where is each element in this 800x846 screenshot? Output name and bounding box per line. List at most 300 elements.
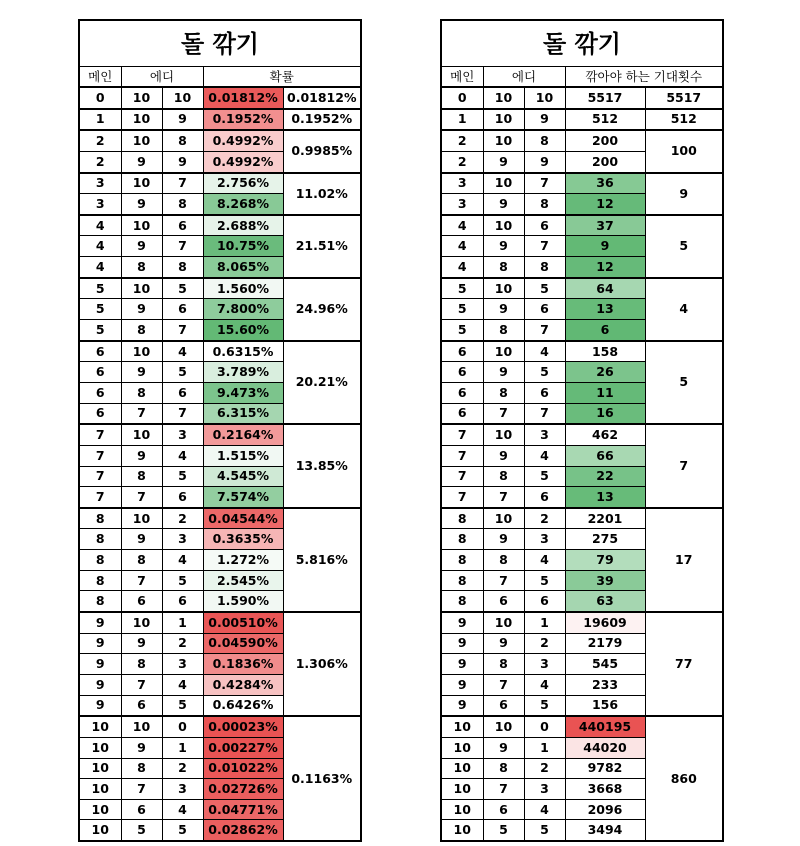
header-edi: 에디 (121, 67, 203, 88)
cell-edi-b: 4 (162, 674, 203, 695)
cell-main: 2 (79, 130, 121, 151)
cell-group-total: 5 (645, 215, 723, 278)
cell-edi-a: 9 (121, 362, 162, 383)
cell-value: 0.00510% (203, 612, 283, 633)
cell-edi-a: 5 (483, 820, 524, 841)
cell-edi-a: 9 (121, 194, 162, 215)
cell-value: 39 (565, 570, 645, 591)
cell-group-total: 9 (645, 173, 723, 215)
cell-value: 9782 (565, 758, 645, 779)
cell-value: 440195 (565, 716, 645, 737)
cell-value: 10.75% (203, 236, 283, 257)
cell-edi-b: 4 (524, 674, 565, 695)
cell-edi-a: 9 (483, 633, 524, 654)
cell-group-total: 5 (645, 341, 723, 425)
cell-edi-a: 8 (483, 257, 524, 278)
row-group (79, 716, 361, 841)
cell-value: 3494 (565, 820, 645, 841)
cell-edi-a: 8 (121, 654, 162, 675)
cell-main: 8 (79, 529, 121, 550)
row-group (441, 109, 723, 131)
cell-main: 4 (441, 236, 483, 257)
table-row (441, 508, 723, 529)
cell-edi-a: 5 (121, 820, 162, 841)
cell-main: 4 (79, 236, 121, 257)
cell-main: 6 (79, 382, 121, 403)
cell-main: 7 (441, 487, 483, 508)
cell-value: 12 (565, 257, 645, 278)
cell-edi-b: 3 (524, 424, 565, 445)
cell-edi-a: 7 (121, 403, 162, 424)
cell-value: 0.04544% (203, 508, 283, 529)
cell-edi-b: 1 (524, 737, 565, 758)
cell-group-total: 20.21% (283, 341, 361, 425)
cell-edi-a: 8 (121, 257, 162, 278)
cell-edi-a: 10 (121, 130, 162, 151)
cell-edi-a: 8 (483, 758, 524, 779)
cell-edi-b: 7 (524, 173, 565, 194)
cell-value: 3668 (565, 779, 645, 800)
cell-value: 0.01022% (203, 758, 283, 779)
cell-main: 8 (441, 529, 483, 550)
cell-main: 10 (441, 779, 483, 800)
cell-value: 0.4992% (203, 151, 283, 172)
cell-edi-a: 9 (483, 445, 524, 466)
cell-edi-a: 10 (121, 278, 162, 299)
cell-value: 16 (565, 403, 645, 424)
cell-edi-a: 8 (121, 382, 162, 403)
cell-group-total: 7 (645, 424, 723, 508)
cell-edi-b: 6 (162, 382, 203, 403)
cell-edi-b: 4 (162, 550, 203, 571)
table-row (79, 716, 361, 737)
cell-edi-b: 2 (162, 758, 203, 779)
cell-edi-b: 3 (524, 654, 565, 675)
cell-edi-a: 9 (483, 362, 524, 383)
table-row (79, 278, 361, 299)
table-row (79, 508, 361, 529)
cell-edi-a: 6 (121, 591, 162, 612)
cell-value: 0.00023% (203, 716, 283, 737)
cell-value: 200 (565, 130, 645, 151)
cell-edi-b: 5 (162, 278, 203, 299)
cell-edi-a: 9 (483, 529, 524, 550)
cell-main: 9 (441, 633, 483, 654)
cell-main: 10 (441, 716, 483, 737)
table-row (441, 716, 723, 737)
cell-main: 8 (441, 550, 483, 571)
cell-edi-a: 7 (483, 487, 524, 508)
cell-edi-a: 10 (483, 87, 524, 109)
cell-edi-b: 6 (162, 487, 203, 508)
table-row (79, 130, 361, 151)
cell-edi-b: 6 (162, 299, 203, 320)
cell-edi-b: 2 (162, 508, 203, 529)
cell-value: 36 (565, 173, 645, 194)
cell-edi-b: 7 (524, 236, 565, 257)
cell-group-total: 17 (645, 508, 723, 612)
row-group (441, 215, 723, 278)
cell-value: 2.756% (203, 173, 283, 194)
cell-main: 9 (79, 633, 121, 654)
cell-value: 156 (565, 695, 645, 716)
cell-edi-b: 9 (162, 109, 203, 131)
cell-value: 233 (565, 674, 645, 695)
cell-edi-b: 5 (524, 570, 565, 591)
cell-main: 4 (441, 215, 483, 236)
cell-main: 5 (441, 278, 483, 299)
cell-edi-b: 3 (162, 654, 203, 675)
table-row (441, 87, 723, 109)
cell-edi-a: 6 (483, 591, 524, 612)
cell-edi-a: 10 (121, 424, 162, 445)
cell-edi-a: 10 (483, 130, 524, 151)
cell-main: 6 (441, 382, 483, 403)
cell-edi-b: 7 (162, 320, 203, 341)
cell-main: 4 (441, 257, 483, 278)
cell-edi-a: 8 (121, 550, 162, 571)
row-group (441, 130, 723, 172)
table-row (79, 612, 361, 633)
cell-edi-a: 10 (121, 612, 162, 633)
cell-main: 7 (79, 487, 121, 508)
row-group (441, 341, 723, 425)
cell-edi-b: 8 (162, 194, 203, 215)
cell-edi-b: 5 (524, 820, 565, 841)
cell-value: 26 (565, 362, 645, 383)
cell-group-total: 21.51% (283, 215, 361, 278)
header-probability: 확률 (203, 67, 361, 88)
cell-main: 8 (79, 591, 121, 612)
cell-group-total: 1.306% (283, 612, 361, 716)
cell-main: 1 (79, 109, 121, 131)
cell-main: 5 (79, 320, 121, 341)
cell-value: 0.6426% (203, 695, 283, 716)
cell-group-total: 0.1163% (283, 716, 361, 841)
cell-edi-b: 6 (524, 299, 565, 320)
cell-main: 10 (441, 737, 483, 758)
row-group (79, 173, 361, 215)
cell-main: 10 (79, 779, 121, 800)
row-group (79, 87, 361, 109)
cell-main: 7 (441, 466, 483, 487)
cell-edi-b: 2 (524, 633, 565, 654)
cell-main: 5 (79, 278, 121, 299)
cell-value: 19609 (565, 612, 645, 633)
cell-main: 4 (79, 215, 121, 236)
cell-edi-b: 4 (162, 341, 203, 362)
row-group (79, 424, 361, 508)
cell-edi-a: 8 (121, 758, 162, 779)
table-row (79, 424, 361, 445)
cell-value: 44020 (565, 737, 645, 758)
table-title: 돌 깎기 (79, 20, 361, 67)
cell-edi-a: 7 (121, 674, 162, 695)
cell-value: 64 (565, 278, 645, 299)
table-title: 돌 깎기 (441, 20, 723, 67)
cell-edi-b: 6 (524, 487, 565, 508)
cell-edi-b: 7 (162, 173, 203, 194)
header-main: 메인 (441, 67, 483, 88)
cell-value: 0.02726% (203, 779, 283, 800)
cell-main: 5 (441, 299, 483, 320)
cell-value: 11 (565, 382, 645, 403)
cell-value: 0.04590% (203, 633, 283, 654)
row-group (79, 109, 361, 131)
cell-main: 3 (79, 173, 121, 194)
cell-value: 0.4284% (203, 674, 283, 695)
cell-edi-a: 10 (483, 278, 524, 299)
cell-edi-b: 9 (524, 109, 565, 131)
cell-edi-b: 4 (162, 799, 203, 820)
cell-edi-b: 8 (162, 257, 203, 278)
cell-main: 1 (441, 109, 483, 131)
cell-main: 2 (441, 130, 483, 151)
probability-table (78, 19, 362, 842)
row-group (79, 278, 361, 341)
table-row (79, 109, 361, 131)
cell-edi-a: 10 (121, 716, 162, 737)
cell-group-total: 512 (645, 109, 723, 131)
cell-main: 7 (79, 466, 121, 487)
cell-edi-a: 10 (483, 508, 524, 529)
cell-value: 0.1952% (203, 109, 283, 131)
cell-edi-a: 8 (121, 466, 162, 487)
cell-main: 6 (79, 362, 121, 383)
cell-edi-b: 6 (162, 591, 203, 612)
cell-main: 4 (79, 257, 121, 278)
cell-main: 9 (79, 695, 121, 716)
row-group (79, 341, 361, 425)
cell-edi-b: 3 (524, 529, 565, 550)
cell-edi-a: 9 (483, 194, 524, 215)
cell-edi-b: 5 (162, 570, 203, 591)
cell-edi-a: 10 (483, 716, 524, 737)
cell-value: 63 (565, 591, 645, 612)
cell-main: 5 (79, 299, 121, 320)
cell-main: 7 (441, 445, 483, 466)
cell-edi-a: 10 (483, 109, 524, 131)
cell-main: 8 (441, 570, 483, 591)
table-row (79, 341, 361, 362)
row-group (441, 424, 723, 508)
row-group (79, 612, 361, 716)
table-row (79, 173, 361, 194)
cell-edi-b: 3 (162, 779, 203, 800)
cell-edi-a: 9 (121, 151, 162, 172)
cell-group-total: 0.9985% (283, 130, 361, 172)
cell-edi-a: 10 (483, 612, 524, 633)
cell-edi-b: 3 (162, 424, 203, 445)
cell-edi-b: 9 (524, 151, 565, 172)
cell-value: 0.01812% (203, 87, 283, 109)
cell-value: 275 (565, 529, 645, 550)
cell-edi-a: 10 (121, 341, 162, 362)
cell-main: 10 (79, 737, 121, 758)
cell-edi-b: 2 (524, 758, 565, 779)
cell-main: 10 (79, 799, 121, 820)
cell-edi-b: 0 (162, 716, 203, 737)
cell-edi-a: 7 (121, 570, 162, 591)
cell-main: 10 (441, 758, 483, 779)
cell-edi-b: 0 (524, 716, 565, 737)
table-row (441, 215, 723, 236)
cell-edi-b: 4 (524, 550, 565, 571)
cell-value: 5517 (565, 87, 645, 109)
cell-value: 1.515% (203, 445, 283, 466)
cell-main: 6 (441, 403, 483, 424)
cell-value: 7.800% (203, 299, 283, 320)
row-group (79, 215, 361, 278)
cell-main: 0 (79, 87, 121, 109)
cell-value: 0.4992% (203, 130, 283, 151)
row-group (441, 508, 723, 612)
cell-value: 6 (565, 320, 645, 341)
cell-edi-b: 6 (162, 215, 203, 236)
cell-value: 6.315% (203, 403, 283, 424)
cell-group-total: 5517 (645, 87, 723, 109)
cell-edi-a: 9 (483, 299, 524, 320)
cell-group-total: 24.96% (283, 278, 361, 341)
cell-edi-b: 2 (524, 508, 565, 529)
cell-value: 462 (565, 424, 645, 445)
row-group (79, 130, 361, 172)
cell-main: 2 (441, 151, 483, 172)
cell-edi-b: 4 (162, 445, 203, 466)
cell-value: 1.590% (203, 591, 283, 612)
table-row (79, 87, 361, 109)
row-group (441, 87, 723, 109)
cell-edi-b: 5 (162, 466, 203, 487)
cell-edi-b: 3 (524, 779, 565, 800)
cell-value: 545 (565, 654, 645, 675)
cell-main: 8 (441, 508, 483, 529)
cell-edi-b: 8 (524, 194, 565, 215)
cell-edi-b: 6 (524, 382, 565, 403)
cell-main: 9 (79, 654, 121, 675)
cell-edi-a: 8 (121, 320, 162, 341)
cell-edi-a: 6 (121, 799, 162, 820)
cell-edi-a: 10 (483, 215, 524, 236)
cell-main: 0 (441, 87, 483, 109)
cell-group-total: 100 (645, 130, 723, 172)
table-row (441, 278, 723, 299)
cell-edi-a: 7 (483, 779, 524, 800)
cell-main: 6 (441, 341, 483, 362)
cell-edi-a: 8 (483, 466, 524, 487)
cell-value: 2.545% (203, 570, 283, 591)
cell-edi-b: 1 (162, 737, 203, 758)
cell-value: 3.789% (203, 362, 283, 383)
cell-edi-a: 9 (121, 529, 162, 550)
cell-edi-b: 8 (162, 130, 203, 151)
table-row (441, 173, 723, 194)
row-group (79, 508, 361, 612)
table-row (79, 215, 361, 236)
cell-main: 8 (79, 508, 121, 529)
cell-group-total: 77 (645, 612, 723, 716)
cell-main: 8 (441, 591, 483, 612)
cell-group-total: 5.816% (283, 508, 361, 612)
cell-value: 15.60% (203, 320, 283, 341)
cell-main: 10 (79, 758, 121, 779)
cell-main: 7 (79, 445, 121, 466)
cell-edi-b: 6 (524, 215, 565, 236)
cell-edi-b: 1 (524, 612, 565, 633)
cell-edi-a: 10 (121, 215, 162, 236)
cell-edi-b: 4 (524, 445, 565, 466)
cell-group-total: 13.85% (283, 424, 361, 508)
cell-main: 10 (441, 820, 483, 841)
expected-count-table (440, 19, 724, 842)
cell-main: 8 (79, 550, 121, 571)
cell-edi-a: 9 (483, 151, 524, 172)
header-expected-count: 깎아야 하는 기대횟수 (565, 67, 723, 88)
cell-edi-a: 6 (121, 695, 162, 716)
cell-edi-a: 6 (483, 695, 524, 716)
cell-value: 0.2164% (203, 424, 283, 445)
cell-edi-b: 5 (162, 362, 203, 383)
cell-edi-a: 7 (483, 570, 524, 591)
cell-value: 4.545% (203, 466, 283, 487)
cell-group-total: 0.1952% (283, 109, 361, 131)
cell-edi-b: 7 (524, 320, 565, 341)
cell-edi-b: 7 (162, 403, 203, 424)
cell-value: 0.3635% (203, 529, 283, 550)
cell-value: 200 (565, 151, 645, 172)
cell-edi-b: 6 (524, 591, 565, 612)
cell-value: 0.00227% (203, 737, 283, 758)
cell-main: 6 (79, 403, 121, 424)
cell-edi-a: 8 (483, 550, 524, 571)
cell-main: 2 (79, 151, 121, 172)
cell-main: 9 (79, 612, 121, 633)
cell-value: 1.560% (203, 278, 283, 299)
cell-value: 79 (565, 550, 645, 571)
cell-value: 0.1836% (203, 654, 283, 675)
cell-edi-b: 9 (162, 151, 203, 172)
cell-edi-a: 8 (483, 382, 524, 403)
cell-main: 10 (79, 820, 121, 841)
cell-value: 2179 (565, 633, 645, 654)
cell-group-total: 11.02% (283, 173, 361, 215)
table-row (441, 130, 723, 151)
cell-edi-b: 1 (162, 612, 203, 633)
cell-main: 9 (441, 695, 483, 716)
cell-main: 8 (79, 570, 121, 591)
cell-value: 1.272% (203, 550, 283, 571)
cell-main: 9 (441, 674, 483, 695)
cell-edi-a: 7 (483, 674, 524, 695)
cell-value: 7.574% (203, 487, 283, 508)
header-edi: 에디 (483, 67, 565, 88)
cell-edi-a: 9 (121, 236, 162, 257)
cell-edi-b: 5 (524, 466, 565, 487)
cell-value: 2096 (565, 799, 645, 820)
cell-main: 9 (441, 612, 483, 633)
cell-edi-b: 5 (524, 362, 565, 383)
cell-edi-a: 10 (121, 109, 162, 131)
cell-value: 8.065% (203, 257, 283, 278)
cell-edi-b: 4 (524, 341, 565, 362)
cell-edi-b: 5 (162, 820, 203, 841)
cell-value: 37 (565, 215, 645, 236)
cell-edi-b: 4 (524, 799, 565, 820)
cell-edi-a: 8 (483, 320, 524, 341)
cell-group-total: 860 (645, 716, 723, 841)
cell-edi-a: 10 (121, 87, 162, 109)
cell-main: 3 (79, 194, 121, 215)
